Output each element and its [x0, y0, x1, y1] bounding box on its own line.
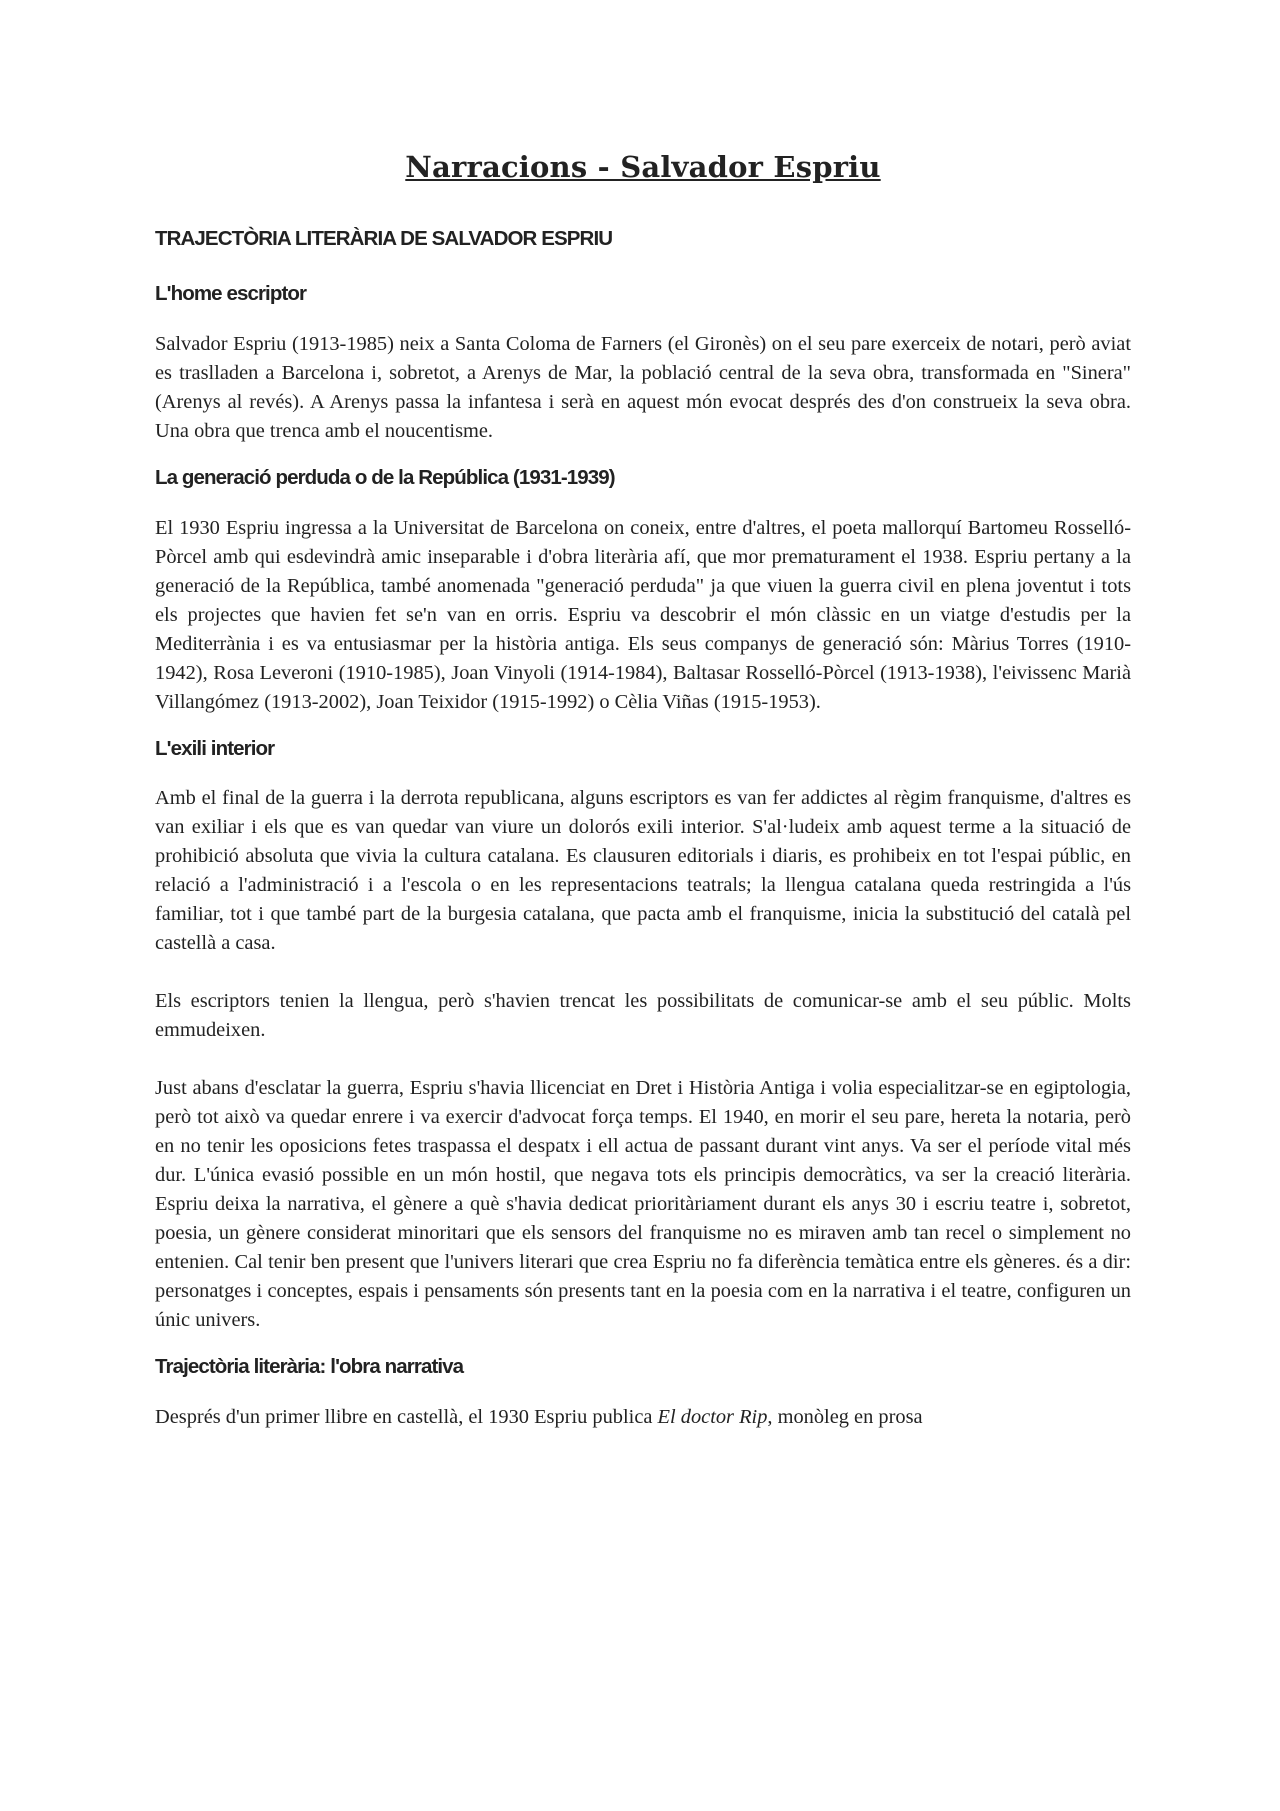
paragraph-exili-interior-2: Els escriptors tenien la llengua, però s'havien trencat les possibilitats de comunicar-se amb el seu públic. Molts emmudeixen.	[155, 990, 1131, 1042]
paragraph-exili-interior-3: Just abans d'esclatar la guerra, Espriu s'havia llicenciat en Dret i Història Antiga i volia especialitzar-se en egiptologia, però tot això va quedar enrere i va exercir d'advocat força temps. El 1940, en morir el seu pare, hereta la notaria, però en no tenir les oposicions fetes traspassa el despatx i ell actua de passant durant vint anys. Va ser el període vital més dur. L'única evasió possible en un món hostil, que negava tots els principis democràtics, va ser la creació literària. Espriu deixa la narrativa, el gènere a què s'havia dedicat prioritàriament durant els anys 30 i escriu teatre i, sobretot, poesia, un gènere considerat minoritari que els sensors del franquisme no es miraven amb tan recel o simplement no entenien. Cal tenir ben present que l'univers literari que crea Espriu no fa diferència temàtica entre els gèneres. és a dir: personatges i conceptes, espais i pensaments són presents tant en la poesia com en la narrativa i el teatre, configuren un únic univers.	[155, 1077, 1131, 1332]
section-heading-exili-interior: L'exili interior	[155, 736, 275, 760]
paragraph-generacio-perduda: El 1930 Espriu ingressa a la Universitat de Barcelona on coneix, entre d'altres, el poeta mallorquí Bartomeu Rosselló-Pòrcel amb qui esdevindrà amic inseparable i d'obra literària afí, que mor prematurament el 1938. Espriu pertany a la generació de la República, també anomenada "generació perduda" ja que viuen la guerra civil en plena joventut i tots els projectes que havien fet se'n van en orris. Espriu va descobrir el món clàssic en un viatge d'estudis per la Mediterrània i es va entusiasmar per la història antiga. Els seus companys de generació són: Màrius Torres (1910-1942), Rosa Leveroni (1910-1985), Joan Vinyoli (1914-1984), Baltasar Rosselló-Pòrcel (1913-1938), l'eivissenc Marià Villangómez (1913-2002), Joan Teixidor (1915-1992) o Cèlia Viñas (1915-1953).	[155, 516, 1131, 713]
book-title-el-doctor-rip: El doctor Rip	[657, 1405, 768, 1428]
paragraph-obra-narrativa-start: Després d'un primer llibre en castellà, el 1930 Espriu publica	[155, 1405, 658, 1428]
document-title: Narracions - Salvador Espriu	[405, 150, 881, 184]
paragraph-exili-interior-1: Amb el final de la guerra i la derrota republicana, alguns escriptors es van fer addictes al règim franquisme, d'altres es van exiliar i els que es van quedar van viure un dolorós exili interior. S'al·ludeix amb aquest terme a la situació de prohibició absoluta que vivia la cultura catalana. Es clausuren editorials i diaris, es prohibeix en tot l'espai públic, en relació a l'administració i a l'escola o en les representacions teatrals; la llengua catalana queda restringida a l'ús familiar, tot i que també part de la burgesia catalana, que pacta amb el franquisme, inicia la substitució del català pel castellà a casa.	[155, 787, 1131, 955]
paragraph-home-escriptor: Salvador Espriu (1913-1985) neix a Santa Coloma de Farners (el Gironès) on el seu pare exerceix de notari, però aviat es traslladen a Barcelona i, sobretot, a Arenys de Mar, la població central de la seva obra, transformada en "Sinera" (Arenys al revés). A Arenys passa la infantesa i serà en aquest món evocat després des d'on construeix la seva obra. Una obra que trenca amb el noucentisme.	[155, 332, 1131, 442]
paragraph-obra-narrativa-end: , monòleg en prosa	[767, 1405, 923, 1428]
document-page	[155, 150, 1131, 1432]
main-heading: TRAJECTÒRIA LITERÀRIA DE SALVADOR ESPRIU	[155, 226, 613, 250]
paragraph-obra-narrativa	[155, 1403, 1131, 1432]
section-heading-obra-narrativa: Trajectòria literària: l'obra narrativa	[155, 1355, 464, 1379]
section-heading-home-escriptor: L'home escriptor	[155, 282, 307, 306]
section-heading-generacio-perduda: La generació perduda o de la República (1931-1939)	[155, 465, 615, 489]
